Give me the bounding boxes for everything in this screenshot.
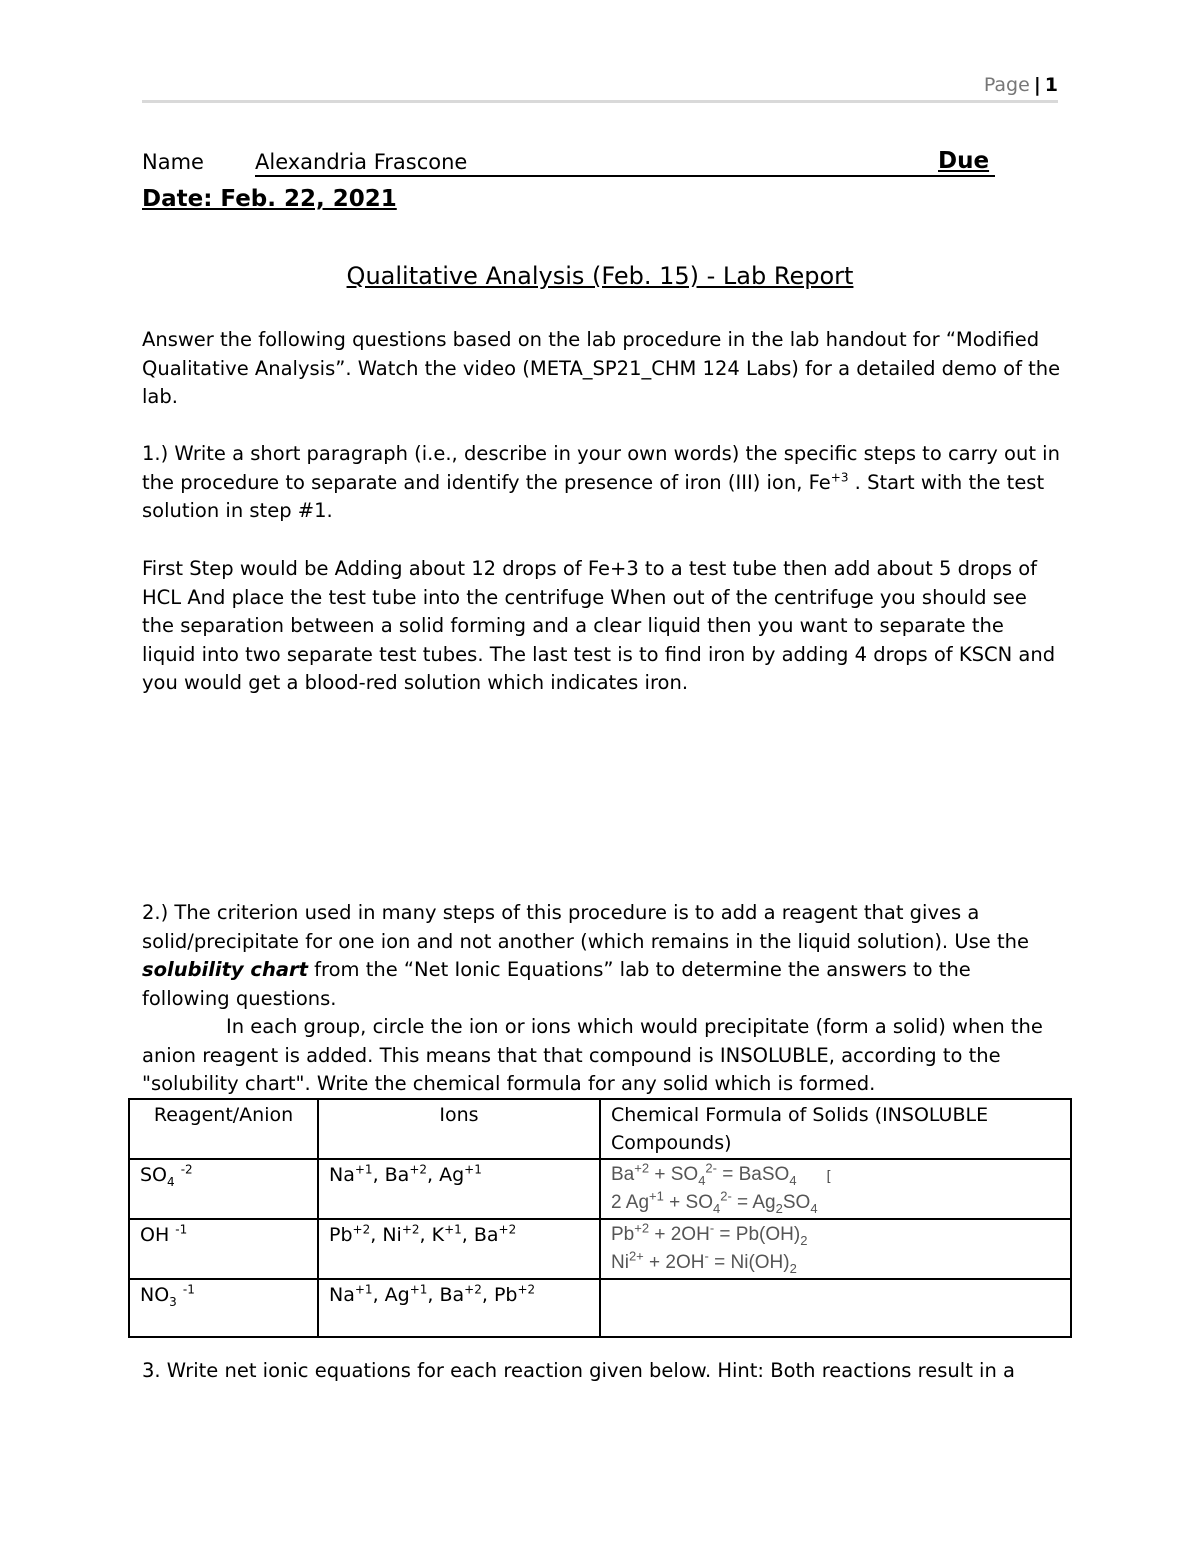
question-2 (142, 899, 1062, 1099)
question-2-instructions: In each group, circle the ion or ions which would precipitate (form a solid) when the anion reagent is added. This means that that compound is INSOLUBLE, according to the "solubility chart". Write the chemical formula for any solid which is formed. (142, 1015, 1043, 1095)
due-date: Date: Feb. 22, 2021 (142, 186, 397, 212)
page-number: 1 (1044, 74, 1058, 96)
answer-line: $Ni^{2+} + 2OH^- = Ni(OH)_2$ (611, 1248, 797, 1276)
answer-1: First Step would be Adding about 12 drops of Fe+3 to a test tube then add about 5 drops of HCL And place the test tube into the centrifuge When out of the centrifuge you should see the separation between a solid forming and a clear liquid then you want to separate the liquid into two separate test tubes. The last test is to find iron by adding 4 drops of KSCN and you would get a blood-red solution which indicates iron. (142, 557, 1056, 694)
question-2-text: 2.) The criterion used in many steps of this procedure is to add a reagent that gives a solid/precipitate for one ion and not another (which remains in the liquid solution). Use the (142, 901, 1029, 953)
table-header-cell: Reagent/Anion (129, 1099, 318, 1159)
name-value: Alexandria Frascone (255, 150, 468, 174)
ions-cell: $Na^{+1}$, $Ba^{+2}$, $Ag^{+1}$ (318, 1159, 600, 1219)
answer-line: $Pb^{+2} + 2OH^- = Pb(OH)_2$ (611, 1220, 808, 1248)
table-row (129, 1219, 1071, 1279)
table-row (129, 1279, 1071, 1337)
answer-line: 2 $Ag^{+1} + SO_4^{2-} = Ag_2SO_4$ (611, 1188, 818, 1216)
question-1-text: 1.) Write a short paragraph (i.e., describe in your own words) the specific steps to carry out in the procedure to separate and identify the presence of iron (III) ion, Fe (142, 442, 1060, 494)
table-header-row (129, 1099, 1071, 1159)
anion-cell: $SO_4$ $^{-2}$ (129, 1159, 318, 1219)
report-title: Qualitative Analysis (Feb. 15) - Lab Report (346, 262, 854, 290)
anion-cell: OH $^{-1}$ (129, 1219, 318, 1279)
ions-cell: $Na^{+1}$, $Ag^{+1}$, $Ba^{+2}$, $Pb^{+2}$ (318, 1279, 600, 1337)
table-row (129, 1159, 1071, 1219)
due-label: Due (938, 148, 990, 174)
ions-cell: $Pb^{+2}$, $Ni^{+2}$, $K^{+1}$, $Ba^{+2}$ (318, 1219, 600, 1279)
solubility-table (128, 1098, 1072, 1338)
question-2-text-cont: from the “Net Ionic Equations” lab to determine the answers to the following questions. (142, 958, 971, 1010)
question-1-superscript: +3 (830, 470, 849, 484)
answer-cell[interactable] (600, 1279, 1071, 1337)
name-label: Name (142, 150, 204, 174)
page-separator: | (1033, 74, 1041, 96)
question-1-text-end: . Start with the test solution in step #1. (142, 470, 1045, 522)
anion-cell: $NO_3$ $^{-1}$ (129, 1279, 318, 1337)
solubility-chart-emphasis: solubility chart (142, 958, 308, 981)
table-header-cell: Ions (318, 1099, 600, 1159)
page-number-header (984, 74, 1058, 96)
answer-line: $Ba^{+2} + SO_4^{2-}$ = BaSO$_4$ [ (611, 1160, 831, 1188)
header-divider (142, 100, 1058, 103)
table-header-cell: Chemical Formula of Solids (INSOLUBLE Compounds) (600, 1099, 1071, 1159)
question-3: 3. Write net ionic equations for each reaction given below. Hint: Both reactions result in a (142, 1359, 1015, 1382)
question-1 (142, 440, 1062, 526)
answer-cell[interactable] (600, 1159, 1071, 1219)
page-label: Page (983, 74, 1030, 96)
cursor-mark: [ (826, 1167, 831, 1183)
name-field-row (142, 150, 1002, 178)
answer-cell[interactable] (600, 1219, 1071, 1279)
intro-paragraph: Answer the following questions based on the lab procedure in the lab handout for “Modified Qualitative Analysis”. Watch the video (META_SP21_CHM 124 Labs) for a detailed demo of the lab. (142, 328, 1061, 408)
name-underline (255, 175, 995, 177)
